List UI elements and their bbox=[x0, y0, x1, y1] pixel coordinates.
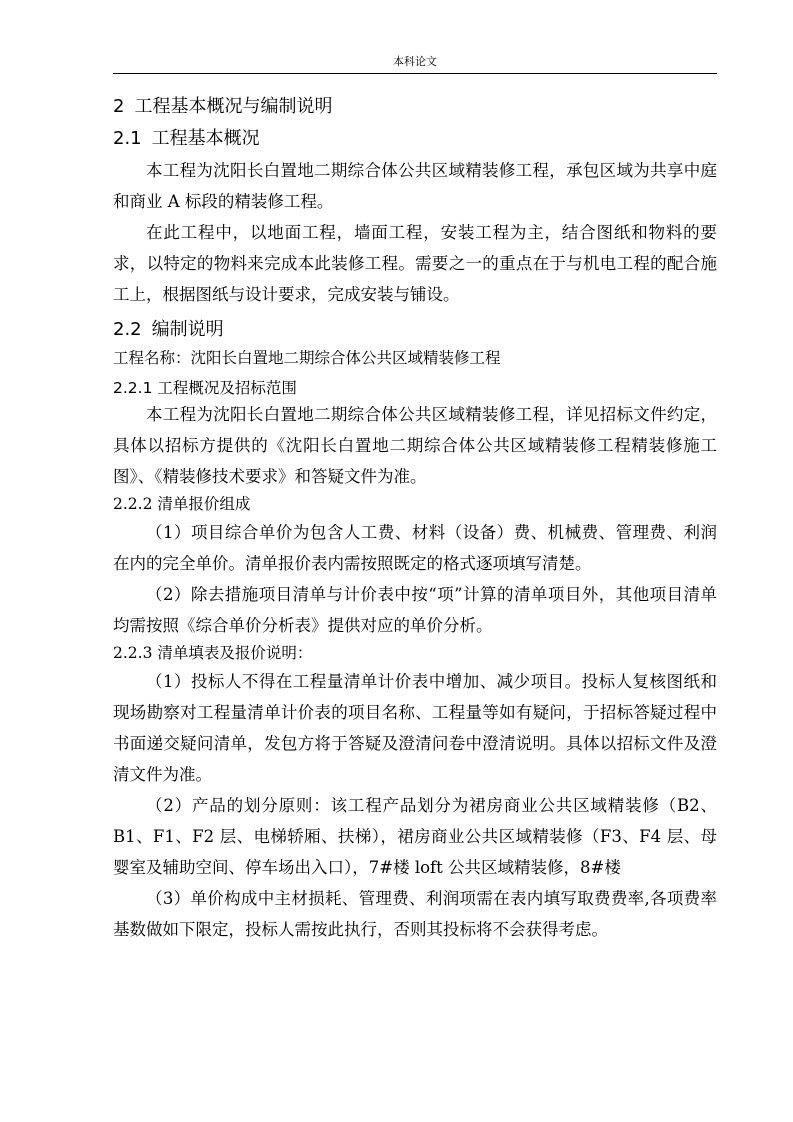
paragraph: 在此工程中，以地面工程，墙面工程，安装工程为主，结合图纸和物料的要求，以特定的物料来完成本此装修工程。需要之一的重点在于与机电工程的配合施工上，根据图纸与设计要求，完成安装与铺设。 bbox=[113, 223, 717, 304]
section-number: 2.1 bbox=[113, 128, 142, 149]
section-number: 2.2 bbox=[113, 319, 142, 340]
section-title: 编制说明 bbox=[151, 319, 224, 340]
header-rule bbox=[113, 73, 717, 74]
list-item: （3）单价构成中主材损耗、管理费、利润项需在表内填写取费费率,各项费率基数做如下限定，投标人需按此执行，否则其投标将不会获得考虑。 bbox=[113, 889, 717, 939]
list-item: （1）投标人不得在工程量清单计价表中增加、减少项目。投标人复核图纸和现场勘察对工程量清单计价表的项目名称、工程量等如有疑问，于招标答疑过程中书面递交疑问清单，发包方将于答疑及澄清问卷中澄清说明。具体以招标文件及澄清文件为准。 bbox=[113, 672, 717, 784]
section-2-heading bbox=[113, 95, 717, 119]
section-2-2-heading bbox=[113, 318, 717, 342]
section-2-1-heading bbox=[113, 127, 717, 151]
section-2-2-1-heading: 2.2.1 工程概况及招标范围 bbox=[113, 379, 297, 397]
document-body bbox=[113, 95, 717, 945]
project-name-line: 工程名称：沈阳长白置地二期综合体公共区域精装修工程 bbox=[113, 349, 501, 367]
section-2-2-2-heading: 2.2.2 清单报价组成 bbox=[113, 495, 251, 513]
paragraph: 本工程为沈阳长白置地二期综合体公共区域精装修工程，详见招标文件约定，具体以招标方提供的《沈阳长白置地二期综合体公共区域精装修工程精装修施工图》、《精装修技术要求》和答疑文件为准。 bbox=[113, 405, 717, 486]
page-header: 本科论文 bbox=[393, 55, 437, 68]
section-title: 工程基本概况 bbox=[151, 128, 260, 149]
list-item: （2）除去措施项目清单与计价表中按“项”计算的清单项目外，其他项目清单均需按照《综合单价分析表》提供对应的单价分析。 bbox=[113, 585, 717, 635]
paragraph: 本工程为沈阳长白置地二期综合体公共区域精装修工程，承包区域为共享中庭和商业 A 标段的精装修工程。 bbox=[113, 161, 717, 211]
section-2-2-3-heading: 2.2.3 清单填表及报价说明： bbox=[113, 644, 313, 662]
list-item: （2）产品的划分原则：该工程产品划分为裙房商业公共区域精装修（B2、B1、F1、F2 层、电梯轿厢、扶梯），裙房商业公共区域精装修（F3、F4 层、母婴室及辅助空间、停车场出入口），7#楼 loft 公共区域精装修，8#楼 bbox=[113, 796, 717, 877]
section-number: 2 bbox=[113, 96, 125, 117]
section-title: 工程基本概况与编制说明 bbox=[134, 96, 333, 117]
list-item: （1）项目综合单价为包含人工费、材料（设备）费、机械费、管理费、利润在内的完全单价。清单报价表内需按照既定的格式逐项填写清楚。 bbox=[113, 523, 717, 573]
